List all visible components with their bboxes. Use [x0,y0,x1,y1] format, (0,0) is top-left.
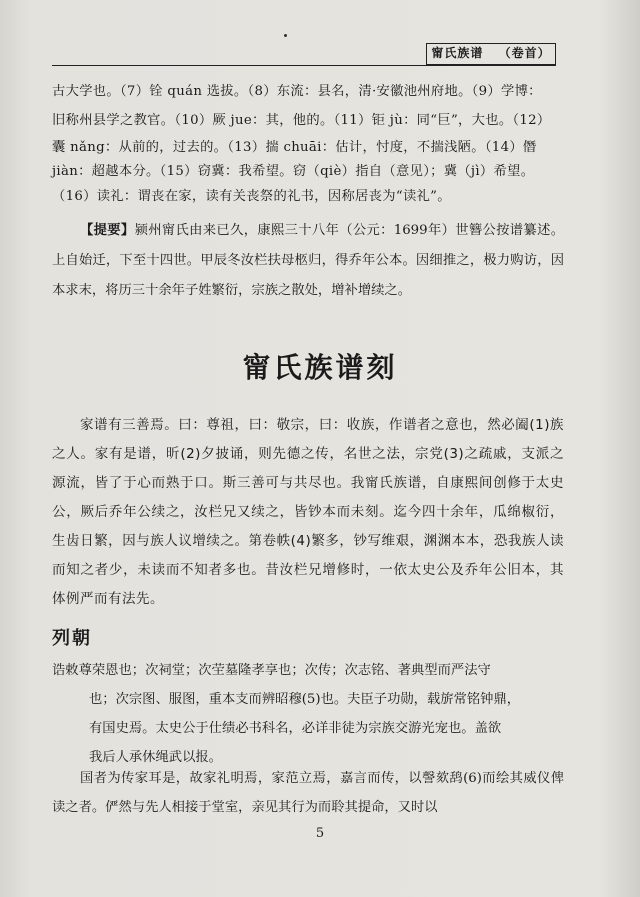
running-head [426,43,556,65]
section-entry [52,656,564,772]
section-line: 诰敕尊荣恩也；次祠堂；次茔墓隆孝享也；次传；次志铭、著典型而严法守 [52,663,491,678]
note-line: 旧称州县学之教官。（10）厥 jue：其，他的。（11）钜 jù：同“巨”，大也。（12） [52,113,551,128]
section-line: 也；次宗图、服图，重本支而辨昭穆(5)也。夫臣子功勋，载旂常铭钟鼎， [89,692,521,707]
note-line: 古大学也。（7）铨 quán 选拔。（8）东流：县名，清·安徽池州府地。（9）学博： [52,84,542,99]
header-rule [52,65,556,66]
summary-label: 【提要】 [80,223,135,238]
section-heading: 列朝 [52,628,92,649]
running-head-volume: （卷首） [498,46,551,60]
section-line: 我后人承休绳武以报。 [89,750,222,765]
summary-paragraph [52,216,564,306]
note-line: 囊 nǎng：从前的，过去的。（13）揣 chuāi：估计，忖度，不揣浅陋。（14）僭 [52,140,537,155]
preface-paragraph: 家谱有三善焉。曰：尊祖，曰：敬宗，曰：收族，作谱者之意也，然必阖(1)族之人。家有是谱，昕(2)夕披诵，则先德之传，名世之法，宗党(3)之疏戚，支派之源流，皆了于心而熟于口。斯三善可与共尽也。我甯氏族谱，自康熙间创修于太史公，厥后乔年公续之，汝栏兄又续之，皆钞本而未刻。迄今四十余年，瓜绵椒衍，生齿日繁，因与族人议增续之。第卷帙(4)繁多，钞写维艰，渊渊本本，恐我族人读而知之者少，未读而不知者多也。昔汝栏兄增修时，一依太史公及乔年公旧本，其体例严而有法先。 [52,417,564,607]
note-line: jiàn：超越本分。（15）窃冀：我希望。窃（qiè）指自（意见）；冀（jì）希望。 [52,164,535,179]
section-line: 有国史焉。太史公于仕绩必书科名，必详非徒为宗族交游光宠也。盖欲 [89,721,502,736]
running-head-title: 甯氏族谱 [431,46,484,60]
closing-paragraph: 国者为传家耳是，故家礼明焉，家范立焉，嘉言而传，以謦欬鸹(6)而绘其威仪俾读之者。俨然与先人相接于堂室，亲见其行为而聆其提命，又时以 [52,771,564,815]
page-number: 5 [315,826,325,841]
note-line: （16）读礼：谓丧在家，读有关丧祭的礼书，因称居丧为“读礼”。 [52,189,451,204]
scan-speck [284,34,287,37]
chapter-title: 甯氏族谱刻 [242,351,398,384]
summary-text: 颍州甯氏由来已久，康熙三十八年（公元：1699年）世簪公按谱纂述。上自始迁，下至十四世。甲辰冬汝栏扶母柩归，得乔年公本。因细推之，极力购访，因本求末，将历三十余年子姓繁衍，宗族之散处，增补增续之。 [52,223,565,298]
